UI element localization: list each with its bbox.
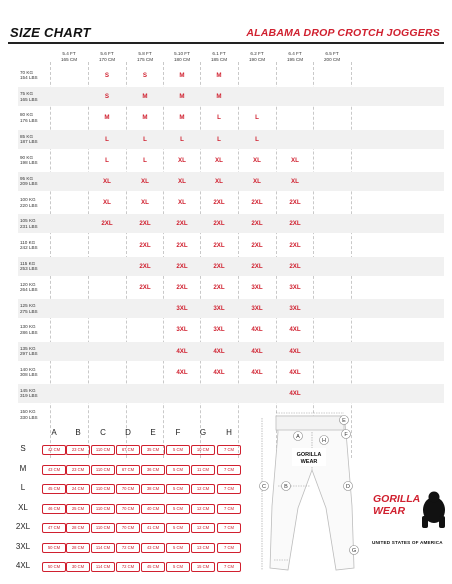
measurement-cell: 13 CM bbox=[191, 543, 215, 553]
size-cell: 4XL bbox=[289, 368, 301, 376]
size-cell: M bbox=[216, 93, 222, 101]
size-cell: XL bbox=[141, 199, 149, 207]
size-cell: XL bbox=[103, 199, 111, 207]
weight-lbs: 220 LBS bbox=[20, 202, 38, 208]
size-cell: 2XL bbox=[139, 220, 151, 228]
weight-label bbox=[20, 176, 38, 187]
measurement-cell: 110 CM bbox=[91, 465, 115, 475]
size-cell: 3XL bbox=[251, 305, 263, 313]
weight-kg: 95 KG bbox=[20, 176, 34, 181]
size-cell: M bbox=[142, 114, 148, 122]
weight-kg: 125 KG bbox=[20, 303, 36, 309]
height-column-header bbox=[276, 51, 314, 62]
measurement-cell: 28 CM bbox=[66, 543, 90, 553]
weight-lbs: 231 LBS bbox=[20, 223, 38, 229]
size-cell: 2XL bbox=[251, 262, 263, 270]
size-cell: 3XL bbox=[289, 305, 301, 313]
weight-label bbox=[20, 409, 38, 420]
measurement-cell: 7 CM bbox=[217, 504, 241, 514]
weight-label bbox=[20, 70, 38, 81]
measurement-cell: 42 CM bbox=[42, 445, 66, 455]
measurement-cell: 7 CM bbox=[217, 484, 241, 494]
height-cm: 195 CM bbox=[286, 56, 304, 62]
size-cell: 2XL bbox=[289, 241, 301, 249]
measurement-cell: 46 CM bbox=[42, 504, 66, 514]
height-cm: 175 CM bbox=[136, 56, 154, 62]
measurement-cell: 45 CM bbox=[141, 562, 165, 572]
brand-country: UNITED STATES OF AMERICA bbox=[372, 540, 443, 545]
size-cell: XL bbox=[215, 178, 223, 185]
measurement-cell: 110 CM bbox=[91, 523, 115, 533]
diagram-label: F bbox=[344, 432, 348, 438]
weight-lbs: 330 LBS bbox=[20, 414, 38, 420]
brand-line1: GORILLA bbox=[373, 493, 421, 505]
table-row bbox=[0, 499, 260, 518]
measurement-cell: 36 CM bbox=[141, 465, 165, 475]
gorilla-icon bbox=[422, 492, 445, 529]
measurement-column-header: H bbox=[226, 428, 232, 437]
measurement-cell: 114 CM bbox=[91, 562, 115, 572]
table-row bbox=[18, 278, 444, 297]
height-feet: 6.1 FT bbox=[212, 51, 226, 56]
size-cell: L bbox=[255, 114, 259, 122]
height-feet: 6.2 FT bbox=[250, 51, 264, 56]
header-divider bbox=[8, 42, 444, 44]
measurement-column-header: D bbox=[125, 428, 131, 437]
measurement-column-header: G bbox=[199, 428, 207, 437]
size-cell: 2XL bbox=[213, 241, 225, 249]
measurement-cell: 7 CM bbox=[217, 445, 241, 455]
weight-kg: 110 KG bbox=[20, 239, 36, 245]
garment-logo-line2: WEAR bbox=[300, 459, 318, 465]
height-feet: 6.4 FT bbox=[288, 51, 302, 56]
height-column-header bbox=[200, 51, 238, 62]
table-row bbox=[0, 479, 260, 498]
size-cell: 2XL bbox=[139, 241, 151, 249]
height-cm: 200 CM bbox=[323, 56, 341, 62]
size-cell: 2XL bbox=[213, 284, 225, 291]
weight-label bbox=[20, 282, 38, 293]
size-cell: 3XL bbox=[251, 284, 263, 291]
size-cell: 2XL bbox=[176, 241, 188, 249]
weight-kg: 75 KG bbox=[20, 91, 34, 97]
weight-kg: 70 KG bbox=[20, 70, 34, 75]
size-label: 2XL bbox=[15, 522, 31, 531]
measurement-cell: 70 CM bbox=[116, 523, 140, 533]
height-cm: 180 CM bbox=[173, 56, 191, 62]
table-row bbox=[0, 557, 260, 576]
size-cell: 4XL bbox=[176, 347, 188, 355]
table-row bbox=[18, 405, 444, 424]
measurement-cell: 24 CM bbox=[66, 484, 90, 494]
weight-lbs: 297 LBS bbox=[20, 351, 38, 356]
measurement-cell: 30 CM bbox=[66, 562, 90, 572]
measurement-cell: 110 CM bbox=[91, 504, 115, 514]
weight-label bbox=[20, 367, 38, 378]
size-cell: L bbox=[217, 135, 221, 143]
weight-lbs: 242 LBS bbox=[20, 245, 38, 250]
height-feet: 5.4 FT bbox=[62, 51, 76, 56]
size-cell: 4XL bbox=[213, 347, 225, 355]
weight-lbs: 198 LBS bbox=[20, 160, 38, 166]
weight-lbs: 275 LBS bbox=[20, 308, 38, 314]
table-row bbox=[0, 538, 260, 557]
weight-label bbox=[20, 261, 38, 272]
table-row bbox=[18, 66, 444, 85]
measurement-cell: 70 CM bbox=[116, 484, 140, 494]
size-cell: 2XL bbox=[251, 220, 263, 228]
weight-kg: 150 KG bbox=[20, 409, 36, 415]
table-row bbox=[0, 440, 260, 459]
measurement-column-header: B bbox=[75, 428, 81, 437]
measurement-cell: 41 CM bbox=[141, 523, 165, 533]
weight-kg: 140 KG bbox=[20, 366, 36, 372]
measurement-cell: 45 CM bbox=[42, 484, 66, 494]
measurement-cell: 72 CM bbox=[116, 543, 140, 553]
size-cell: XL bbox=[103, 178, 111, 185]
size-label: 3XL bbox=[15, 541, 31, 551]
measurement-cell: 5 CM bbox=[166, 445, 190, 455]
jogger-outline-icon bbox=[270, 416, 357, 570]
size-cell: 2XL bbox=[213, 262, 225, 270]
measurement-cell: 67 CM bbox=[116, 465, 140, 475]
measurement-cell: 12 CM bbox=[191, 484, 215, 494]
weight-lbs: 286 LBS bbox=[20, 329, 38, 335]
size-cell: 2XL bbox=[251, 199, 263, 207]
waistband bbox=[276, 416, 344, 430]
measurement-cell: 23 CM bbox=[66, 465, 90, 475]
size-cell: 2XL bbox=[289, 199, 301, 207]
measurement-cell: 7 CM bbox=[217, 543, 241, 553]
measurement-cell: 114 CM bbox=[91, 543, 115, 553]
table-row bbox=[18, 342, 444, 361]
header bbox=[0, 0, 452, 42]
size-cell: XL bbox=[291, 156, 299, 164]
weight-label bbox=[20, 218, 38, 229]
measurement-cell: 5 CM bbox=[166, 504, 190, 514]
size-cell: 3XL bbox=[176, 305, 188, 313]
height-feet: 5.10 FT bbox=[174, 51, 190, 56]
size-cell: XL bbox=[253, 178, 261, 185]
measurement-cell: 67 CM bbox=[116, 445, 140, 455]
size-cell: 2XL bbox=[176, 284, 188, 291]
measurement-column-header: F bbox=[175, 428, 181, 437]
gorilla-wear-logo bbox=[372, 486, 448, 546]
garment-logo-line1: GORILLA bbox=[296, 452, 322, 458]
measurement-cell: 5 CM bbox=[166, 523, 190, 533]
measurement-cell: 12 CM bbox=[191, 504, 215, 514]
size-cell: XL bbox=[291, 178, 299, 185]
measurements-table bbox=[0, 424, 260, 584]
weight-label bbox=[20, 197, 38, 208]
measurement-cell: 43 CM bbox=[141, 543, 165, 553]
measurement-cell: 11 CM bbox=[191, 465, 215, 475]
size-cell: 2XL bbox=[213, 199, 225, 207]
size-cell: L bbox=[255, 135, 259, 143]
measurement-cell: 5 CM bbox=[166, 543, 190, 553]
measurement-cell: 47 CM bbox=[42, 523, 66, 533]
height-column-header bbox=[50, 51, 88, 62]
weight-kg: 105 KG bbox=[20, 218, 36, 224]
size-cell: L bbox=[143, 135, 147, 143]
weight-label bbox=[20, 324, 38, 335]
measurement-cell: 7 CM bbox=[217, 562, 241, 572]
size-cell: M bbox=[216, 72, 222, 79]
size-cell: XL bbox=[178, 156, 186, 164]
size-cell: 2XL bbox=[289, 220, 301, 228]
product-title: ALABAMA DROP CROTCH JOGGERS bbox=[246, 27, 440, 39]
measurement-cell: 70 CM bbox=[116, 504, 140, 514]
size-label: 4XL bbox=[15, 561, 31, 570]
weight-label bbox=[20, 346, 38, 357]
height-column-header bbox=[238, 51, 276, 62]
size-cell: 4XL bbox=[213, 368, 225, 376]
size-cell: 4XL bbox=[289, 390, 301, 397]
size-cell: L bbox=[180, 135, 184, 143]
measurement-cell: 5 CM bbox=[166, 562, 190, 572]
measurement-cell: 38 CM bbox=[141, 484, 165, 494]
size-label: L bbox=[20, 483, 26, 492]
size-cell: M bbox=[104, 114, 110, 122]
table-row bbox=[18, 172, 444, 191]
measurement-cell: 7 CM bbox=[217, 523, 241, 533]
table-row bbox=[0, 518, 260, 537]
size-cell: L bbox=[217, 114, 221, 122]
size-label: M bbox=[19, 463, 27, 473]
weight-lbs: 308 LBS bbox=[20, 372, 38, 378]
height-column-header bbox=[313, 51, 351, 62]
brand-line2: WEAR bbox=[373, 505, 406, 517]
height-cm: 185 CM bbox=[210, 56, 228, 62]
weight-kg: 135 KG bbox=[20, 345, 36, 351]
measurement-cell: 10 CM bbox=[191, 445, 215, 455]
table-row bbox=[18, 151, 444, 170]
measurement-cell: 5 CM bbox=[166, 484, 190, 494]
measurement-cell: 7 CM bbox=[217, 465, 241, 475]
size-cell: 2XL bbox=[176, 220, 188, 228]
size-cell: 2XL bbox=[213, 220, 225, 228]
weight-lbs: 264 LBS bbox=[20, 287, 38, 293]
size-cell: 2XL bbox=[176, 262, 188, 270]
size-cell: 4XL bbox=[251, 368, 263, 376]
size-cell: S bbox=[104, 72, 110, 79]
weight-lbs: 209 LBS bbox=[20, 181, 38, 187]
size-cell: 4XL bbox=[289, 326, 301, 334]
weight-kg: 145 KG bbox=[20, 388, 36, 393]
measurement-cell: 72 CM bbox=[116, 562, 140, 572]
measurement-column-header: E bbox=[150, 428, 156, 437]
measurement-column-header: C bbox=[100, 428, 106, 437]
height-column-header bbox=[163, 51, 201, 62]
size-cell: M bbox=[179, 72, 185, 79]
height-cm: 190 CM bbox=[248, 56, 266, 62]
size-cell: 2XL bbox=[289, 262, 301, 270]
weight-kg: 90 KG bbox=[20, 154, 34, 160]
weight-lbs: 319 LBS bbox=[20, 393, 38, 399]
size-cell: XL bbox=[215, 156, 223, 164]
weight-label bbox=[20, 112, 38, 123]
size-cell: M bbox=[142, 93, 148, 101]
table-row bbox=[18, 363, 444, 382]
weight-label bbox=[20, 134, 38, 145]
size-cell: 4XL bbox=[289, 347, 301, 355]
jogger-diagram bbox=[252, 410, 372, 580]
diagram-label: D bbox=[346, 484, 350, 490]
weight-label bbox=[20, 388, 38, 399]
table-row bbox=[18, 257, 444, 276]
weight-kg: 85 KG bbox=[20, 133, 34, 139]
size-cell: 2XL bbox=[139, 262, 151, 270]
table-row bbox=[18, 130, 444, 149]
height-cm: 165 CM bbox=[60, 56, 78, 62]
page-title: SIZE CHART bbox=[10, 25, 91, 40]
measurement-cell: 50 CM bbox=[42, 562, 66, 572]
diagram-label: A bbox=[296, 434, 300, 440]
size-cell: S bbox=[104, 93, 110, 101]
height-cm: 170 CM bbox=[98, 56, 116, 62]
weight-lbs: 165 LBS bbox=[20, 96, 38, 102]
measurement-cell: 40 CM bbox=[141, 504, 165, 514]
size-cell: XL bbox=[178, 199, 186, 207]
size-cell: M bbox=[179, 114, 185, 122]
diagram-label: G bbox=[351, 548, 357, 554]
table-row bbox=[18, 87, 444, 106]
weight-label bbox=[20, 303, 38, 314]
table-row bbox=[18, 193, 444, 212]
weight-lbs: 187 LBS bbox=[20, 139, 38, 144]
height-feet: 5.6 FT bbox=[100, 51, 114, 56]
measurement-cell: 28 CM bbox=[66, 523, 90, 533]
weight-kg: 130 KG bbox=[20, 324, 36, 330]
weight-lbs: 176 LBS bbox=[20, 117, 38, 123]
weight-kg: 80 KG bbox=[20, 112, 34, 118]
measurement-cell: 110 CM bbox=[91, 484, 115, 494]
height-feet: 5.8 FT bbox=[138, 51, 152, 56]
size-cell: 3XL bbox=[213, 305, 225, 313]
weight-lbs: 253 LBS bbox=[20, 266, 38, 272]
size-cell: L bbox=[105, 135, 109, 143]
table-row bbox=[18, 236, 444, 255]
size-cell: 4XL bbox=[176, 368, 188, 376]
height-column-header bbox=[88, 51, 126, 62]
size-cell: 2XL bbox=[139, 284, 151, 291]
height-feet: 6.5 FT bbox=[325, 51, 339, 56]
table-row bbox=[18, 214, 444, 233]
weight-label bbox=[20, 91, 38, 102]
size-cell: 4XL bbox=[251, 347, 263, 355]
size-cell: M bbox=[179, 93, 185, 101]
size-cell: 2XL bbox=[101, 220, 113, 228]
table-row bbox=[18, 299, 444, 318]
size-cell: XL bbox=[141, 178, 149, 185]
weight-label bbox=[20, 155, 38, 166]
diagram-label: H bbox=[322, 438, 326, 444]
measurement-column-header: A bbox=[51, 428, 57, 437]
measurement-cell: 23 CM bbox=[66, 445, 90, 455]
size-cell: L bbox=[143, 156, 147, 164]
diagram-label: C bbox=[262, 484, 266, 490]
table-row bbox=[0, 460, 260, 479]
diagram-label: B bbox=[284, 484, 288, 490]
table-row bbox=[18, 108, 444, 127]
size-cell: S bbox=[142, 72, 148, 79]
measurement-cell: 50 CM bbox=[42, 543, 66, 553]
size-cell: 2XL bbox=[251, 241, 263, 249]
size-cell: 3XL bbox=[176, 326, 188, 334]
size-cell: 3XL bbox=[213, 326, 225, 334]
weight-kg: 100 KG bbox=[20, 197, 36, 203]
size-cell: XL bbox=[253, 156, 261, 164]
diagram-label: E bbox=[342, 418, 346, 424]
table-row bbox=[18, 384, 444, 403]
measurement-cell: 5 CM bbox=[166, 465, 190, 475]
weight-lbs: 154 LBS bbox=[20, 75, 38, 81]
weight-kg: 120 KG bbox=[20, 282, 36, 287]
size-cell: XL bbox=[178, 178, 186, 185]
size-cell: 4XL bbox=[251, 326, 263, 334]
measurement-cell: 12 CM bbox=[191, 523, 215, 533]
measurement-cell: 25 CM bbox=[66, 504, 90, 514]
measurement-cell: 43 CM bbox=[42, 465, 66, 475]
measurement-cell: 35 CM bbox=[141, 445, 165, 455]
weight-kg: 115 KG bbox=[20, 260, 36, 266]
height-column-header bbox=[126, 51, 164, 62]
size-cell: 3XL bbox=[289, 284, 301, 291]
measurement-cell: 110 CM bbox=[91, 445, 115, 455]
weight-label bbox=[20, 240, 38, 251]
size-label: XL bbox=[18, 502, 28, 512]
size-label: S bbox=[20, 444, 26, 453]
table-row bbox=[18, 320, 444, 339]
measurement-cell: 15 CM bbox=[191, 562, 215, 572]
size-cell: L bbox=[105, 156, 109, 164]
